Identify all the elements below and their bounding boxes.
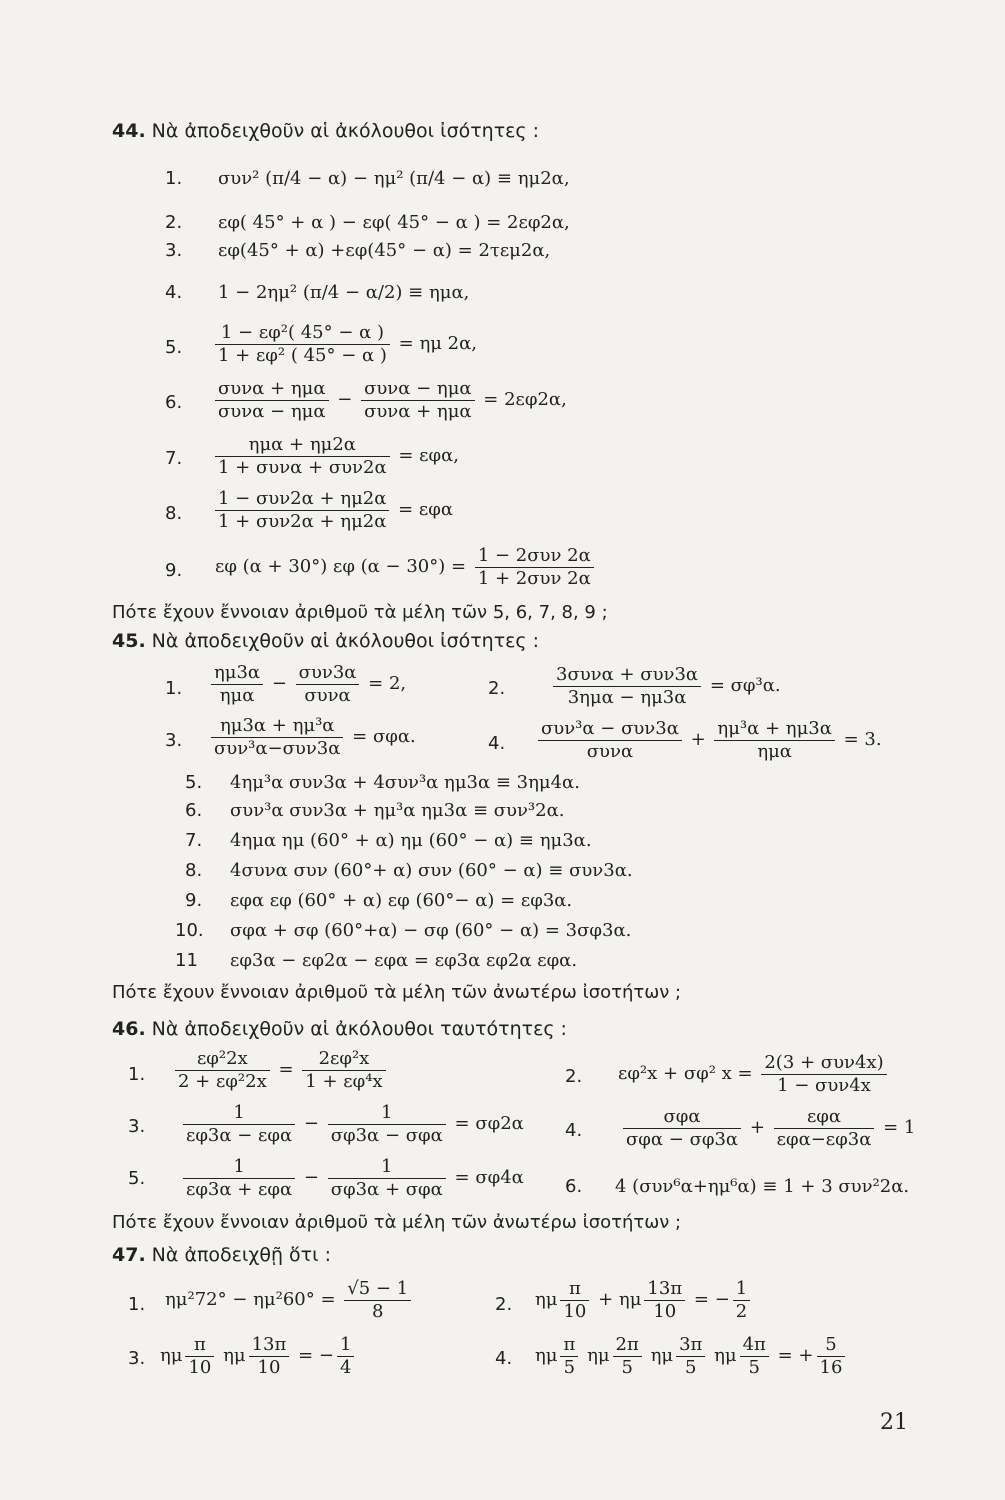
item-number: 8. [165, 503, 183, 524]
equation: $\frac{\eta\mu 3\alpha}{\text{ημα}}$ − $\frac{\text{συν3α}}{\text{συνα}}$ = 2, [208, 662, 406, 706]
equation: ημ $\frac{\pi}{5}$ ημ $\frac{2\pi}{5}$ ημ $\frac{3\pi}{5}$ ημ $\frac{4\pi}{5}$ = + $\frac{5}{16}$ [535, 1334, 848, 1378]
equation: 4 (συν⁶α+ημ⁶α) ≡ 1 + 3 συν²2α. [615, 1176, 910, 1197]
equation: $\frac{\text{σφα}}{\text{σφα − σφ3α}}$ + $\frac{\text{εφα}}{\text{εφα−εφ3α}}$ = 1 [620, 1106, 915, 1150]
item-number: 3. [128, 1348, 146, 1369]
equation: $\frac{\text{συνα + ημα}}{\text{συνα − ημα}}$ − $\frac{\text{συνα − ημα}}{\text{συνα + ημα}}$ = 2εφ2α, [212, 378, 567, 422]
equation: 4ημα ημ (60° + α) ημ (60° − α) ≡ ημ3α. [230, 830, 592, 851]
item-number: 4. [488, 733, 506, 754]
equation: $\frac{\text{1 − εφ²( 45° − α )}}{\text{1 + εφ² ( 45° − α )}}$ = ημ 2α, [212, 322, 477, 366]
question-text: Πότε ἔχουν ἔννοιαν ἀριθμοῦ τὰ μέλη τῶν ἀνωτέρω ἰσοτήτων ; [112, 982, 682, 1003]
item-number: 6. [565, 1176, 583, 1197]
item-number: 7. [165, 448, 183, 469]
exercise-number: 46. [112, 1018, 146, 1040]
equation: εφ (α + 30°) εφ (α − 30°) = $\frac{\text{1 − 2συν 2α}}{\text{1 + 2συν 2α}}$ [215, 545, 597, 589]
equation: εφ²x + σφ² x = $\frac{\text{2(3 + συν4x)}}{\text{1 − συν4x}}$ [618, 1052, 890, 1096]
item-number: 1. [165, 678, 183, 699]
item-number: 4. [165, 282, 183, 303]
item-number: 2. [165, 212, 183, 233]
page-number: 21 [880, 1410, 908, 1435]
equation: εφ3α − εφ2α − εφα = εφ3α εφ2α εφα. [230, 950, 578, 971]
equation: $\frac{1}{\text{εφ3α − εφα}}$ − $\frac{1}{\text{σφ3α − σφα}}$ = σφ2α [180, 1102, 524, 1146]
question-text: Πότε ἔχουν ἔννοιαν ἀριθμοῦ τὰ μέλη τῶν 5, 6, 7, 8, 9 ; [112, 602, 608, 623]
equation: ημ $\frac{\pi}{10}$ + ημ $\frac{13\pi}{10}$ = − $\frac{1}{2}$ [535, 1278, 753, 1322]
equation: $\frac{1}{\text{εφ3α + εφα}}$ − $\frac{1}{\text{σφ3α + σφα}}$ = σφ4α [180, 1156, 524, 1200]
equation: εφ( 45° + α ) − εφ( 45° − α ) = 2εφ2α, [218, 212, 570, 233]
equation: σφα + σφ (60°+α) − σφ (60° − α) = 3σφ3α. [230, 920, 632, 941]
item-number: 6. [185, 800, 203, 821]
item-number: 2. [495, 1294, 513, 1315]
exercise-44-title: 44. Νὰ ἀποδειχθοῦν αἱ ἀκόλουθοι ἰσότητες : [112, 120, 540, 142]
equation: 1 − 2ημ² (π/4 − α/2) ≡ ημα, [218, 282, 470, 303]
equation: $\frac{\text{3συνα + συν3α}}{\text{3ημα − ημ3α}}$ = σφ³α. [550, 664, 781, 708]
item-number: 6. [165, 392, 183, 413]
item-number: 3. [165, 240, 183, 261]
item-number: 4. [495, 1348, 513, 1369]
exercise-number: 47. [112, 1244, 146, 1266]
item-number: 1. [128, 1064, 146, 1085]
equation: εφα εφ (60° + α) εφ (60°− α) = εφ3α. [230, 890, 573, 911]
item-number: 8. [185, 860, 203, 881]
exercise-46-title: 46. Νὰ ἀποδειχθοῦν αἱ ἀκόλουθοι ταυτότητες : [112, 1018, 567, 1040]
item-number: 9. [185, 890, 203, 911]
question-text: Πότε ἔχουν ἔννοιαν ἀριθμοῦ τὰ μέλη τῶν ἀνωτέρω ἰσοτήτων ; [112, 1212, 682, 1233]
item-number: 7. [185, 830, 203, 851]
item-number: 9. [165, 560, 183, 581]
exercise-47-title: 47. Νὰ ἀποδειχθῇ ὅτι : [112, 1244, 331, 1266]
equation: συν² (π/4 − α) − ημ² (π/4 − α) ≡ ημ2α, [218, 168, 570, 189]
item-number: 2. [565, 1066, 583, 1087]
equation: ημ²72° − ημ²60° = $\frac{√5 - 1}{8}$ [165, 1278, 414, 1322]
equation: $\frac{\text{ημ3α + ημ³α}}{\text{συν³α−συν3α}}$ = σφα. [208, 715, 416, 759]
equation: 4συνα συν (60°+ α) συν (60° − α) ≡ συν3α. [230, 860, 633, 881]
exercise-number: 44. [112, 120, 146, 142]
item-number: 11 [175, 950, 198, 971]
item-number: 3. [128, 1116, 146, 1137]
equation: $\frac{\text{1 − συν2α + ημ2α}}{\text{1 + συν2α + ημ2α}}$ = εφα [212, 488, 453, 532]
equation: εφ(45° + α) +εφ(45° − α) = 2τεμ2α, [218, 240, 551, 261]
item-number: 2. [488, 678, 506, 699]
exercise-number: 45. [112, 630, 146, 652]
equation: $\frac{\text{ημα + ημ2α}}{\text{1 + συνα + συν2α}}$ = εφα, [212, 434, 459, 478]
item-number: 1. [165, 168, 183, 189]
equation: $\frac{\text{εφ²2x}}{\text{2 + εφ²2x}}$ = $\frac{\text{2εφ²x}}{\text{1 + εφ⁴x}}$ [172, 1048, 389, 1092]
item-number: 5. [128, 1168, 146, 1189]
item-number: 1. [128, 1294, 146, 1315]
exercise-45-title: 45. Νὰ ἀποδειχθοῦν αἱ ἀκόλουθοι ἰσότητες : [112, 630, 540, 652]
equation: συν³α συν3α + ημ³α ημ3α ≡ συν³2α. [230, 800, 565, 821]
item-number: 5. [165, 337, 183, 358]
item-number: 5. [185, 772, 203, 793]
equation: $\frac{\text{συν³α − συν3α}}{\text{συνα}}$ + $\frac{\text{ημ³α + ημ3α}}{\text{ημα}}$ = 3. [535, 718, 882, 762]
item-number: 10. [175, 920, 204, 941]
equation: 4ημ³α συν3α + 4συν³α ημ3α ≡ 3ημ4α. [230, 772, 580, 793]
item-number: 4. [565, 1120, 583, 1141]
equation: ημ $\frac{\pi}{10}$ ημ $\frac{13\pi}{10}$ = − $\frac{1}{4}$ [160, 1334, 357, 1378]
item-number: 3. [165, 730, 183, 751]
